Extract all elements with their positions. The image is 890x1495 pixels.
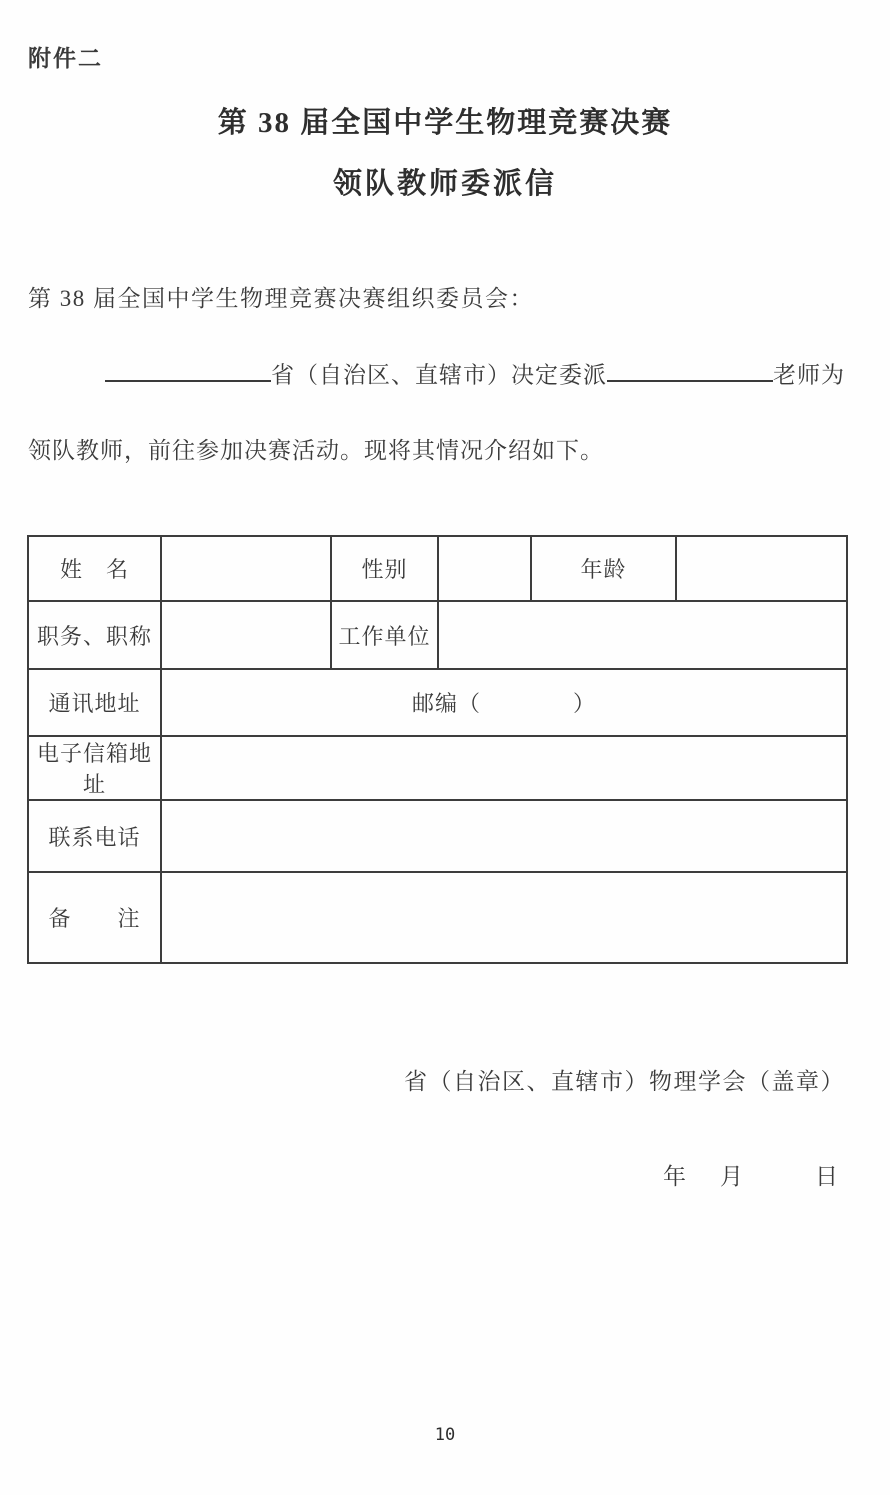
table-row — [28, 736, 847, 800]
sentence-segment-teacher: 老师为 — [773, 362, 845, 388]
document-title-line2: 领队教师委派信 — [332, 168, 557, 200]
position-title-label-cell: 职务、职称 — [28, 601, 161, 669]
table-row — [28, 800, 847, 872]
page-number: 10 — [434, 1425, 456, 1445]
position-title-value-cell — [161, 601, 331, 669]
remarks-label-cell: 备 注 — [28, 872, 161, 963]
gender-value-cell — [438, 536, 531, 601]
name-label-cell: 姓 名 — [28, 536, 161, 601]
mailing-address-postcode-cell: 邮编（ ） — [161, 669, 847, 736]
sentence-segment-province: 省（自治区、直辖市）决定委派 — [271, 362, 607, 388]
email-label-cell: 电子信箱地址 — [28, 736, 161, 800]
work-unit-label-cell: 工作单位 — [331, 601, 438, 669]
table-row — [28, 669, 847, 736]
appointment-sentence-second-line: 领队教师，前往参加决赛活动。现将其情况介绍如下。 — [28, 438, 604, 463]
salutation-line: 第 38 届全国中学生物理竞赛决赛组织委员会： — [28, 286, 534, 311]
province-fill-in-blank — [105, 356, 271, 382]
signature-organization-line: 省（自治区、直辖市）物理学会（盖章） — [404, 1069, 845, 1094]
signature-date-line — [663, 1158, 838, 1191]
date-day-label: 日 — [815, 1164, 838, 1189]
phone-value-cell — [161, 800, 847, 872]
attachment-label: 附件二 — [28, 45, 103, 71]
appointment-sentence — [28, 356, 868, 389]
date-month-label: 月 — [720, 1164, 743, 1189]
gender-label-cell: 性别 — [331, 536, 438, 601]
teacher-info-table — [27, 535, 848, 964]
name-value-cell — [161, 536, 331, 601]
mailing-address-label-cell: 通讯地址 — [28, 669, 161, 736]
table-row — [28, 601, 847, 669]
work-unit-value-cell — [438, 601, 847, 669]
table-row — [28, 872, 847, 963]
teacher-name-fill-in-blank — [607, 356, 773, 382]
email-value-cell — [161, 736, 847, 800]
document-title-line1: 第 38 届全国中学生物理竞赛决赛 — [217, 107, 673, 139]
remarks-value-cell — [161, 872, 847, 963]
age-label-cell: 年龄 — [531, 536, 676, 601]
date-year-label: 年 — [663, 1164, 686, 1189]
phone-label-cell: 联系电话 — [28, 800, 161, 872]
age-value-cell — [676, 536, 847, 601]
table-row — [28, 536, 847, 601]
